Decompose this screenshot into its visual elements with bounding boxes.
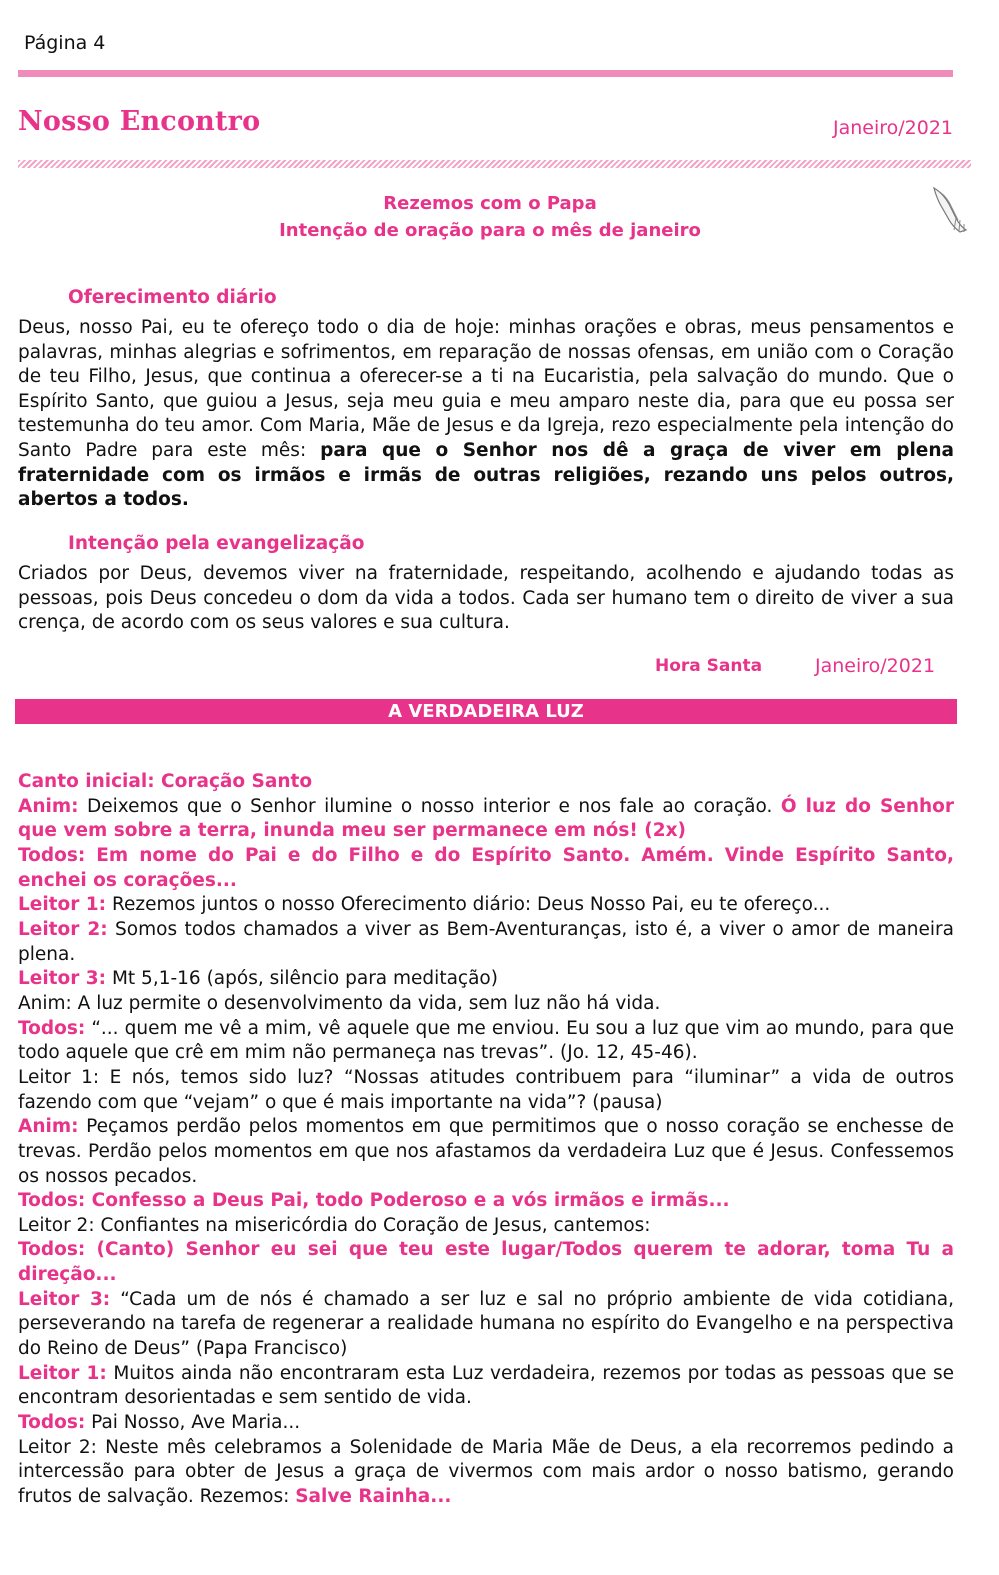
heading-evangelizacao: Intenção pela evangelização	[68, 533, 365, 554]
praying-hands-icon	[926, 184, 972, 234]
issue-date: Janeiro/2021	[832, 117, 953, 139]
script-label: Todos: Em nome do Pai e do Filho e do Espírito Santo. Amém. Vinde Espírito Santo, enchei os corações...	[18, 844, 954, 891]
script-line	[18, 893, 954, 918]
script-line	[18, 1436, 954, 1510]
script-label: Anim:	[18, 1116, 79, 1138]
publication-title: Nosso Encontro	[18, 106, 261, 137]
prayer-banner	[200, 190, 780, 244]
heading-oferecimento: Oferecimento diário	[68, 287, 277, 308]
script-line	[18, 1214, 954, 1239]
script-text: Deixemos que o Senhor ilumine o nosso interior e nos fale ao coração.	[78, 795, 781, 817]
script-label: Leitor 1:	[18, 1362, 107, 1384]
script-text: “... quem me vê a mim, vê aquele que me enviou. Eu sou a luz que vim ao mundo, para que todo aquele que crê em mim não permaneça nas trevas”. (Jo. 12, 45-46).	[18, 1017, 954, 1064]
page-number: Página 4	[24, 32, 106, 54]
script-label: Leitor 2:	[18, 918, 108, 940]
script-text: Leitor 1: E nós, temos sido luz? “Nossas atitudes contribuem para “iluminar” a vida de outros fazendo com que “vejam” o que é mais importante na vida”? (pausa)	[18, 1066, 954, 1113]
script-line	[18, 1017, 954, 1066]
script-emphasis: Ó luz do Senhor que vem sobre a terra, inunda meu ser permanece em nós! (2x)	[18, 795, 955, 842]
script-emphasis: Salve Rainha...	[295, 1486, 452, 1508]
script-line	[18, 770, 954, 795]
script-line	[18, 1115, 954, 1189]
script-label: Anim:	[18, 795, 79, 817]
script-text: Peçamos perdão pelos momentos em que permitimos que o nosso coração se enchesse de trevas. Perdão pelos momentos em que nos afastamos da verdadeira Luz que é Jesus. Confessemos os nossos pecados.	[18, 1116, 954, 1187]
script-label: Canto inicial: Coração Santo	[18, 771, 313, 792]
script-line	[18, 795, 954, 844]
oferecimento-text: Deus, nosso Pai, eu te ofereço todo o dia de hoje: minhas orações e obras, meus pensamentos e palavras, minhas alegrias e sofrimentos, em reparação de nossas ofensas, em união com o Coração de teu Filho, Jesus, que continua a oferecer-se a ti na Eucaristia, pela salvação do mundo. Que o Espírito Santo, que guiou a Jesus, seja meu guia e meu amparo neste dia, para que eu possa ser testemunha do teu amor. Com Maria, Mãe de Jesus e da Igreja, rezo especialmente pela intenção do Santo Padre para este mês:	[18, 317, 954, 461]
script-label: Leitor 1:	[18, 894, 107, 916]
script-text: Pai Nosso, Ave Maria...	[85, 1412, 301, 1434]
script-line	[18, 1066, 954, 1115]
oferecimento-bold-text: para que o Senhor nos dê a graça de viver em plena fraternidade com os irmãos e irmãs de outras religiões, rezando uns pelos outros, abertos a todos.	[18, 439, 954, 511]
hatched-divider	[18, 160, 971, 168]
banner-line-2: Intenção de oração para o mês de janeiro	[279, 220, 701, 241]
script-label: Leitor 3:	[18, 1288, 111, 1310]
paragraph-oferecimento	[18, 316, 954, 513]
script-line	[18, 1362, 954, 1411]
script-text: Muitos ainda não encontraram esta Luz verdadeira, rezemos por todas as pessoas que se encontram desorientadas e sem sentido de vida.	[18, 1362, 954, 1409]
header-rule	[18, 70, 953, 77]
script-text: Leitor 2: Confiantes na misericórdia do Coração de Jesus, cantemos:	[18, 1214, 651, 1236]
script-line	[18, 1238, 954, 1287]
script-text: Leitor 2: Neste mês celebramos a Solenidade de Maria Mãe de Deus, a ela recorremos pedindo a intercessão para obter de Jesus a graça de vivermos com mais ardor o nosso batismo, gerando frutos de salvação. Rezemos:	[18, 1436, 954, 1508]
script-label: Todos: (Canto) Senhor eu sei que teu este lugar/Todos querem te adorar, toma Tu a direção...	[18, 1239, 954, 1286]
script-line	[18, 1189, 954, 1214]
script-text: Anim: A luz permite o desenvolvimento da vida, sem luz não há vida.	[18, 992, 661, 1014]
hora-santa-date: Janeiro/2021	[815, 655, 936, 677]
banner-line-1: Rezemos com o Papa	[383, 193, 597, 214]
script-label: Leitor 3:	[18, 968, 107, 990]
script-text: Somos todos chamados a viver as Bem-Aventuranças, isto é, a viver o amor de maneira plena.	[18, 918, 954, 965]
script-line	[18, 844, 954, 893]
script-text: Rezemos juntos o nosso Oferecimento diário: Deus Nosso Pai, eu te ofereço...	[106, 894, 831, 916]
script-line	[18, 992, 954, 1017]
script-label: Todos:	[18, 1017, 86, 1039]
script-line	[18, 967, 954, 992]
paragraph-evangelizacao: Criados por Deus, devemos viver na fraternidade, respeitando, acolhendo e ajudando todas as pessoas, pois Deus concedeu o dom da vida a todos. Cada ser humano tem o direito de viver a sua crença, de acordo com os seus valores e sua cultura.	[18, 563, 954, 634]
section-title-bar: A VERDADEIRA LUZ	[15, 699, 957, 724]
script-label: Todos: Confesso a Deus Pai, todo Poderoso e a vós irmãos e irmãs...	[18, 1190, 730, 1212]
script-text: Mt 5,1-16 (após, silêncio para meditação)	[106, 968, 498, 990]
script-label: Todos:	[18, 1412, 86, 1434]
script-line	[18, 1288, 954, 1362]
hora-santa-label: Hora Santa	[655, 656, 763, 676]
script-text: “Cada um de nós é chamado a ser luz e sal no próprio ambiente de vida cotidiana, perseverando na tarefa de regenerar a realidade humana no espírito do Evangelho e na perspectiva do Reino de Deus” (Papa Francisco)	[18, 1288, 954, 1360]
hora-santa-script	[18, 770, 954, 1510]
script-line	[18, 918, 954, 967]
script-line	[18, 1411, 954, 1436]
